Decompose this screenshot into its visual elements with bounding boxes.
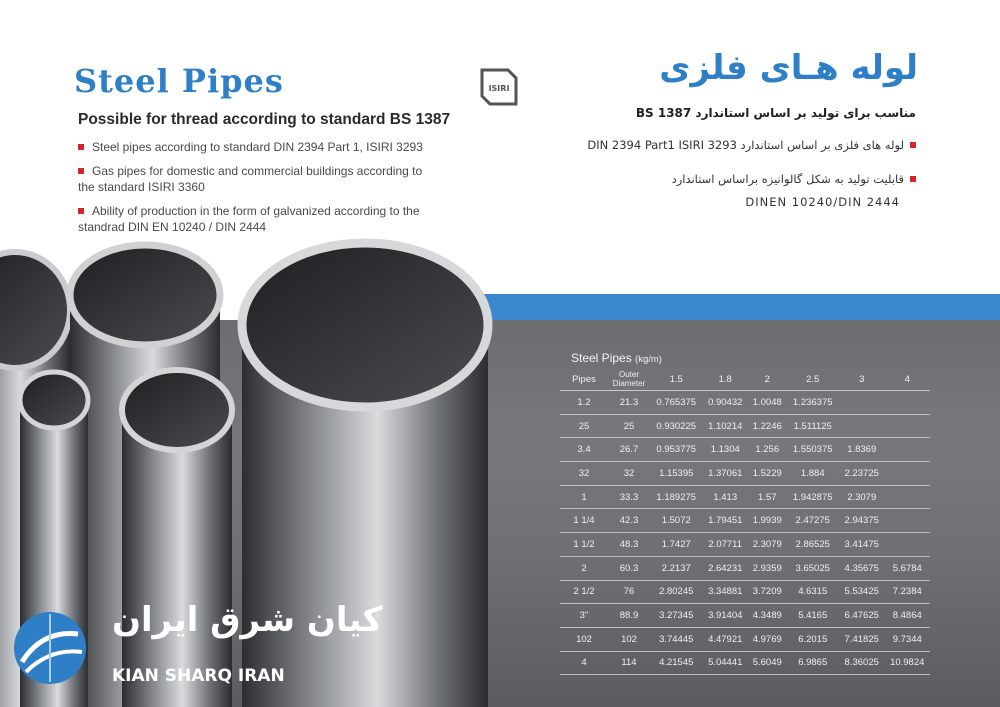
table-row — [560, 438, 930, 462]
weight-cell: 2.23725 — [839, 462, 885, 486]
steel-pipes-weight-table — [560, 368, 930, 675]
weight-cell: 7.2384 — [884, 580, 930, 604]
weight-cell: 1.942875 — [786, 485, 838, 509]
pipe-size-cell: 32 — [560, 462, 608, 486]
pipe-size-cell: 3" — [560, 604, 608, 628]
table-header-row — [560, 368, 930, 391]
outer-diameter-cell: 48.3 — [608, 533, 650, 557]
pipe-size-cell: 1 — [560, 485, 608, 509]
weight-cell: 8.4864 — [884, 604, 930, 628]
table-row — [560, 509, 930, 533]
weight-cell: 5.04441 — [702, 651, 748, 675]
weight-cell: 2.64231 — [702, 556, 748, 580]
persian-feature-text: قابلیت تولید به شکل گالوانیزه براساس استاندارد — [671, 172, 904, 186]
weight-cell: 4.6315 — [786, 580, 838, 604]
red-square-bullet-icon — [78, 208, 84, 214]
red-square-bullet-icon — [910, 176, 916, 182]
table-row — [560, 391, 930, 415]
weight-cell: 1.5072 — [650, 509, 702, 533]
weight-cell: 10.9824 — [884, 651, 930, 675]
outer-diameter-cell: 60.3 — [608, 556, 650, 580]
brand-name-persian: کیان شرق ایران — [112, 600, 383, 640]
weight-cell: 2.2137 — [650, 556, 702, 580]
english-feature-item — [78, 163, 423, 195]
table-row — [560, 414, 930, 438]
table-row — [560, 604, 930, 628]
weight-cell: 0.953775 — [650, 438, 702, 462]
english-feature-text: Ability of production in the form of galvanized according to the standrad DIN EN 10240 / DIN 2444 — [78, 204, 420, 234]
weight-cell — [839, 391, 885, 415]
column-header: Outer Diameter — [608, 368, 650, 391]
outer-diameter-cell: 88.9 — [608, 604, 650, 628]
column-header: 3 — [839, 368, 885, 391]
column-header: 2 — [748, 368, 787, 391]
weight-cell: 0.765375 — [650, 391, 702, 415]
weight-cell — [884, 485, 930, 509]
outer-diameter-cell: 76 — [608, 580, 650, 604]
table-unit: (kg/m) — [635, 354, 662, 365]
weight-cell: 5.6784 — [884, 556, 930, 580]
red-square-bullet-icon — [78, 144, 84, 150]
weight-cell: 4.35675 — [839, 556, 885, 580]
weight-cell — [839, 414, 885, 438]
persian-subtitle: مناسب برای تولید بر اساس استاندارد BS 1387 — [635, 106, 916, 120]
outer-diameter-cell: 114 — [608, 651, 650, 675]
weight-cell: 1.0048 — [748, 391, 787, 415]
column-header: 4 — [884, 368, 930, 391]
table-row — [560, 580, 930, 604]
weight-cell: 1.884 — [786, 462, 838, 486]
weight-cell: 1.256 — [748, 438, 787, 462]
table-row — [560, 462, 930, 486]
weight-cell: 1.79451 — [702, 509, 748, 533]
outer-diameter-cell: 42.3 — [608, 509, 650, 533]
pipe-size-cell: 2 1/2 — [560, 580, 608, 604]
weight-cell: 2.07711 — [702, 533, 748, 557]
persian-title: لوله هـای فلزی — [659, 48, 918, 88]
outer-diameter-cell: 26.7 — [608, 438, 650, 462]
weight-cell: 1.189275 — [650, 485, 702, 509]
weight-cell: 5.53425 — [839, 580, 885, 604]
table-row — [560, 533, 930, 557]
english-feature-list — [78, 139, 423, 243]
weight-cell: 8.36025 — [839, 651, 885, 675]
weight-cell: 1.7427 — [650, 533, 702, 557]
weight-cell: 2.80245 — [650, 580, 702, 604]
weight-cell: 3.34881 — [702, 580, 748, 604]
weight-cell: 1.15395 — [650, 462, 702, 486]
column-header: Pipes — [560, 368, 608, 391]
weight-cell: 1.511125 — [786, 414, 838, 438]
english-title: Steel Pipes — [74, 62, 284, 100]
isiri-standard-logo-icon — [478, 66, 520, 108]
pipe-size-cell: 4 — [560, 651, 608, 675]
red-square-bullet-icon — [78, 168, 84, 174]
weight-cell: 2.3079 — [748, 533, 787, 557]
weight-cell: 4.3489 — [748, 604, 787, 628]
weight-cell: 6.2015 — [786, 627, 838, 651]
pipe-size-cell: 25 — [560, 414, 608, 438]
outer-diameter-cell: 21.3 — [608, 391, 650, 415]
outer-diameter-cell: 25 — [608, 414, 650, 438]
weight-cell: 1.236375 — [786, 391, 838, 415]
pipe-size-cell: 1 1/2 — [560, 533, 608, 557]
column-header: 1.8 — [702, 368, 748, 391]
weight-cell: 5.6049 — [748, 651, 787, 675]
weight-cell: 5.4165 — [786, 604, 838, 628]
weight-cell: 1.57 — [748, 485, 787, 509]
persian-feature-text: لوله های فلزی بر اساس استاندارد DIN 2394 Part1 ISIRI 3293 — [587, 138, 904, 152]
table-title — [571, 351, 662, 365]
column-header: 1.5 — [650, 368, 702, 391]
persian-feature-item — [587, 138, 916, 152]
pipe-size-cell: 1 1/4 — [560, 509, 608, 533]
pipe-size-cell: 2 — [560, 556, 608, 580]
weight-cell: 3.41475 — [839, 533, 885, 557]
english-feature-text: Steel pipes according to standard DIN 2394 Part 1, ISIRI 3293 — [92, 140, 423, 154]
weight-cell: 3.65025 — [786, 556, 838, 580]
weight-cell — [884, 414, 930, 438]
table-row — [560, 627, 930, 651]
weight-cell: 3.74445 — [650, 627, 702, 651]
persian-feature-item — [672, 172, 916, 186]
weight-cell — [884, 438, 930, 462]
kian-sharq-brand-logo-icon — [12, 610, 88, 686]
pipe-size-cell: 1.2 — [560, 391, 608, 415]
weight-cell: 6.47625 — [839, 604, 885, 628]
isiri-logo-text: ISIRI — [488, 84, 510, 93]
weight-cell: 0.90432 — [702, 391, 748, 415]
weight-cell: 2.94375 — [839, 509, 885, 533]
table-title-text: Steel Pipes — [571, 351, 632, 365]
weight-cell — [884, 462, 930, 486]
english-subtitle: Possible for thread according to standard BS 1387 — [78, 111, 451, 128]
table-row — [560, 485, 930, 509]
english-feature-item — [78, 139, 423, 155]
weight-cell: 1.9939 — [748, 509, 787, 533]
weight-cell: 4.21545 — [650, 651, 702, 675]
weight-cell: 2.86525 — [786, 533, 838, 557]
weight-cell: 1.550375 — [786, 438, 838, 462]
table-body — [560, 391, 930, 675]
weight-cell: 6.9865 — [786, 651, 838, 675]
pipe-size-cell: 3.4 — [560, 438, 608, 462]
weight-cell: 3.7209 — [748, 580, 787, 604]
column-header: 2.5 — [786, 368, 838, 391]
weight-cell — [884, 509, 930, 533]
persian-feature-continuation: DINEN 10240/DIN 2444 — [745, 195, 900, 209]
weight-cell: 1.2246 — [748, 414, 787, 438]
outer-diameter-cell: 32 — [608, 462, 650, 486]
outer-diameter-cell: 102 — [608, 627, 650, 651]
weight-cell — [884, 533, 930, 557]
weight-cell: 0.930225 — [650, 414, 702, 438]
table-row — [560, 556, 930, 580]
brand-name-english: KIAN SHARQ IRAN — [112, 666, 285, 686]
weight-cell — [884, 391, 930, 415]
weight-cell: 1.10214 — [702, 414, 748, 438]
weight-cell: 2.9359 — [748, 556, 787, 580]
weight-cell: 1.37061 — [702, 462, 748, 486]
weight-cell: 2.3079 — [839, 485, 885, 509]
weight-cell: 1.1304 — [702, 438, 748, 462]
weight-cell: 4.9769 — [748, 627, 787, 651]
pipe-size-cell: 102 — [560, 627, 608, 651]
weight-cell: 7.41825 — [839, 627, 885, 651]
weight-cell: 1.8369 — [839, 438, 885, 462]
weight-cell: 3.91404 — [702, 604, 748, 628]
weight-cell: 1.413 — [702, 485, 748, 509]
weight-cell: 4.47921 — [702, 627, 748, 651]
weight-cell: 1.5229 — [748, 462, 787, 486]
red-square-bullet-icon — [910, 142, 916, 148]
weight-cell: 9.7344 — [884, 627, 930, 651]
weight-cell: 3.27345 — [650, 604, 702, 628]
outer-diameter-cell: 33.3 — [608, 485, 650, 509]
weight-cell: 2.47275 — [786, 509, 838, 533]
english-feature-text: Gas pipes for domestic and commercial buildings according to the standard ISIRI 3360 — [78, 164, 423, 194]
table-row — [560, 651, 930, 675]
